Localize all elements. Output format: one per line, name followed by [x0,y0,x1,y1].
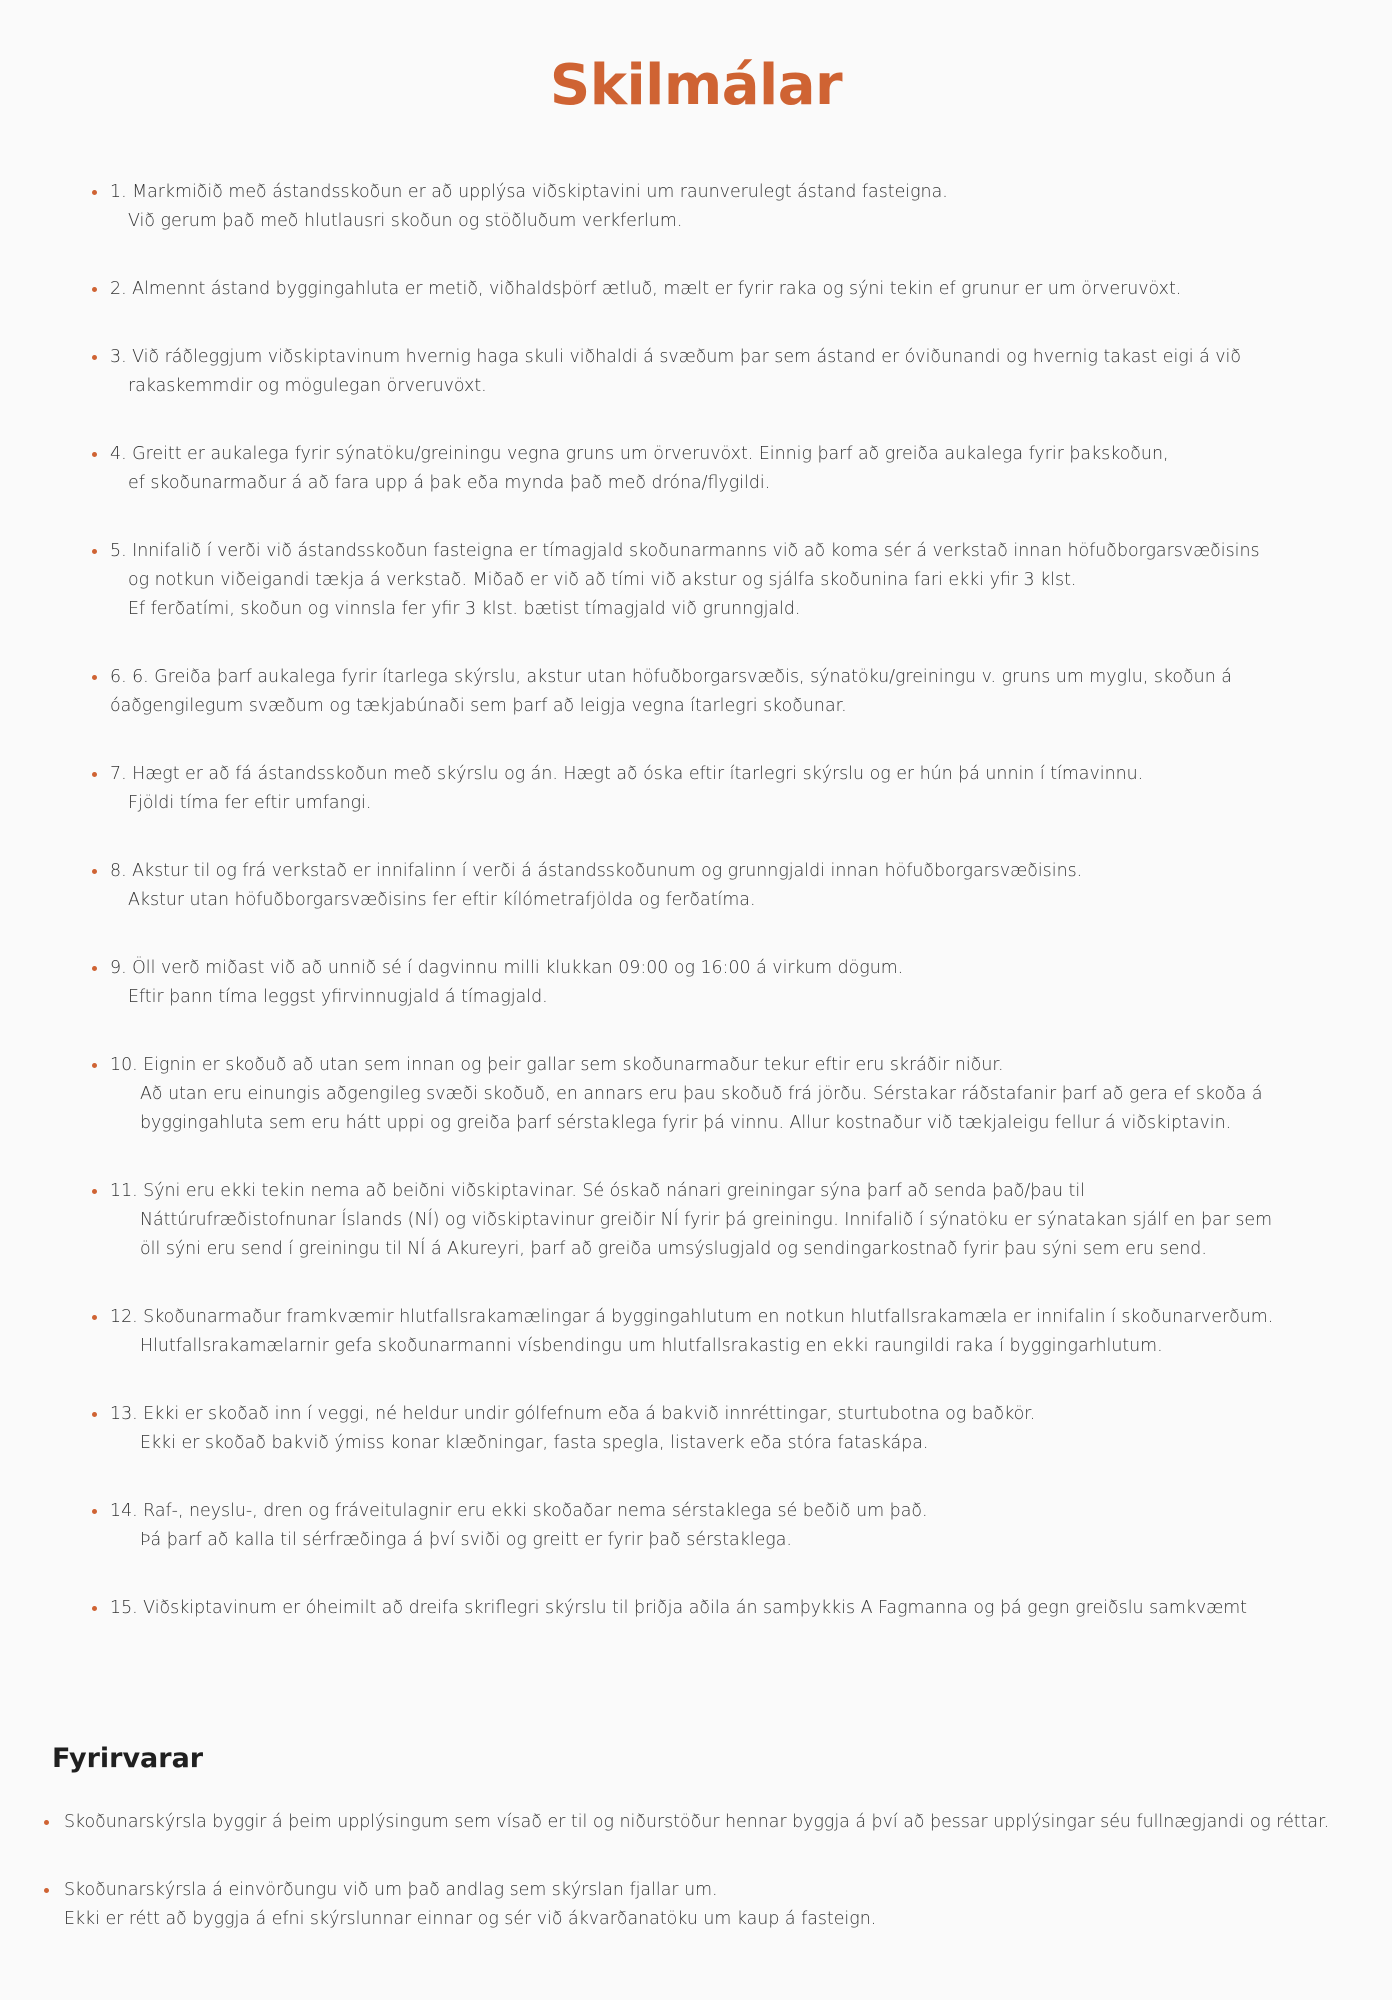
term-line: Við gerum það með hlutlausri skoðun og stöðluðum verkferlum. [128,211,683,231]
term-line: 4. Greitt er aukalega fyrir sýnatöku/greiningu vegna gruns um örveruvöxt. Einnig þarf að greiða aukalega fyrir þakskoðun, [110,444,1169,464]
term-item-5 [92,537,1332,624]
term-item-1 [92,178,1332,236]
bullet-icon [92,452,97,457]
term-item-8 [92,857,1332,915]
term-line: rakaskemmdir og mögulegan örveruvöxt. [128,376,487,396]
term-line: byggingahluta sem eru hátt uppi og greiða þarf sérstaklega fyrir þá vinnu. Allur kostnaður við tækjaleigu fellur á viðskiptavin. [140,1113,1232,1133]
term-item-9 [92,954,1332,1012]
term-line: ef skoðunarmaður á að fara upp á þak eða mynda það með dróna/flygildi. [128,473,771,493]
term-item-10 [92,1051,1332,1138]
term-line: 9. Öll verð miðast við að unnið sé í dagvinnu milli klukkan 09:00 og 16:00 á virkum dögum. [110,958,904,978]
bullet-icon [92,869,97,874]
term-line: Fjöldi tíma fer eftir umfangi. [128,793,372,813]
term-item-4 [92,440,1332,498]
term-line: 3. Við ráðleggjum viðskiptavinum hvernig haga skuli viðhaldi á svæðum þar sem ástand er óviðunandi og hvernig takast eigi á við [110,347,1242,367]
term-line: Þá þarf að kalla til sérfræðinga á því sviði og greitt er fyrir það sérstaklega. [140,1530,792,1550]
bullet-icon [92,966,97,971]
term-item-13 [92,1400,1332,1458]
term-line: 13. Ekki er skoðað inn í veggi, né heldur undir gólfefnum eða á bakvið innréttingar, sturtubotna og baðkör. [110,1404,1036,1424]
term-line: 10. Eignin er skoðuð að utan sem innan og þeir gallar sem skoðunarmaður tekur eftir eru skráðir niður. [110,1055,1004,1075]
disclaimers-list [44,1808,1364,1973]
term-line: 8. Akstur til og frá verkstað er innifalinn í verði á ástandsskoðunum og grunngjaldi innan höfuðborgarsvæðisins. [110,861,1083,881]
term-line: 7. Hægt er að fá ástandsskoðun með skýrslu og án. Hægt að óska eftir ítarlegri skýrslu og er hún þá unnin í tímavinnu. [110,764,1144,784]
bullet-icon [92,1189,97,1194]
term-line: Að utan eru einungis aðgengileg svæði skoðuð, en annars eru þau skoðuð frá jörðu. Sérstakar ráðstafanir þarf að gera ef skoða á [140,1084,1263,1104]
bullet-icon [44,1820,49,1825]
terms-list [92,178,1332,1662]
bullet-icon [92,549,97,554]
bullet-icon [92,1606,97,1611]
term-item-6 [92,663,1332,721]
term-item-14 [92,1497,1332,1555]
term-line: Eftir þann tíma leggst yfirvinnugjald á tímagjald. [128,987,548,1007]
term-line: Hlutfallsrakamælarnir gefa skoðunarmanni vísbendingu um hlutfallsrakastig en ekki raungildi raka í byggingarhlutum. [140,1336,1163,1356]
term-line: 11. Sýni eru ekki tekin nema að beiðni viðskiptavinar. Sé óskað nánari greiningar sýna þarf að senda það/þau til [110,1181,1085,1201]
term-item-12 [92,1303,1332,1361]
disclaimer-item-2 [44,1876,1364,1934]
term-line: Akstur utan höfuðborgarsvæðisins fer eftir kílómetrafjölda og ferðatíma. [128,890,756,910]
term-line: 1. Markmiðið með ástandsskoðun er að upplýsa viðskiptavini um raunverulegt ástand fasteigna. [110,182,948,202]
bullet-icon [92,1509,97,1514]
bullet-icon [92,675,97,680]
term-line: 5. Innifalið í verði við ástandsskoðun fasteigna er tímagjald skoðunarmanns við að koma sér á verkstað innan höfuðborgarsvæðisins [110,541,1260,561]
disclaimer-line: Skoðunarskýrsla á einvörðungu við um það andlag sem skýrslan fjallar um. [64,1880,718,1900]
term-item-2 [92,275,1332,304]
bullet-icon [92,355,97,360]
bullet-icon [92,772,97,777]
term-line: Ef ferðatími, skoðun og vinnsla fer yfir 3 klst. bætist tímagjald við grunngjald. [128,599,801,619]
bullet-icon [92,1315,97,1320]
term-line: öll sýni eru send í greiningu til NÍ á Akureyri, þarf að greiða umsýslugjald og sendingarkostnað fyrir þau sýni sem eru send. [140,1239,1207,1259]
disclaimer-item-1 [44,1808,1364,1837]
term-item-15 [92,1594,1332,1623]
term-item-7 [92,760,1332,818]
term-item-3 [92,343,1332,401]
bullet-icon [92,1063,97,1068]
term-line: óaðgengilegum svæðum og tækjabúnaði sem þarf að leigja vegna ítarlegri skoðunar. [110,696,847,716]
term-line: 6. 6. Greiða þarf aukalega fyrir ítarlega skýrslu, akstur utan höfuðborgarsvæðis, sýnatöku/greiningu v. gruns um myglu, skoðun á [110,667,1232,687]
term-line: 15. Viðskiptavinum er óheimilt að dreifa skriflegri skýrslu til þriðja aðila án samþykkis A Fagmanna og þá gegn greiðslu samkvæmt [110,1598,1247,1618]
term-line: Náttúrufræðistofnunar Íslands (NÍ) og viðskiptavinur greiðir NÍ fyrir þá greiningu. Innifalið í sýnatöku er sýnatakan sjálf en þar sem [140,1210,1273,1230]
disclaimer-line: Skoðunarskýrsla byggir á þeim upplýsingum sem vísað er til og niðurstöður hennar byggja á því að þessar upplýsingar séu fullnægjandi og réttar. [64,1812,1330,1832]
disclaimer-line: Ekki er rétt að byggja á efni skýrslunnar einnar og sér við ákvarðanatöku um kaup á fasteign. [64,1909,877,1929]
page-title: Skilmálar [549,53,843,118]
term-line: og notkun viðeigandi tækja á verkstað. Miðað er við að tími við akstur og sjálfa skoðunina fari ekki yfir 3 klst. [128,570,1077,590]
term-item-11 [92,1177,1332,1264]
bullet-icon [92,287,97,292]
bullet-icon [44,1888,49,1893]
disclaimers-title: Fyrirvarar [52,1743,204,1774]
term-line: 2. Almennt ástand byggingahluta er metið, viðhaldsþörf ætluð, mælt er fyrir raka og sýni tekin ef grunur er um örveruvöxt. [110,279,1182,299]
term-line: Ekki er skoðað bakvið ýmiss konar klæðningar, fasta spegla, listaverk eða stóra fataskápa. [140,1433,929,1453]
term-line: 12. Skoðunarmaður framkvæmir hlutfallsrakamælingar á byggingahlutum en notkun hlutfallsrakamæla er innifalin í skoðunarverðum. [110,1307,1274,1327]
bullet-icon [92,190,97,195]
term-line: 14. Raf-, neyslu-, dren og fráveitulagnir eru ekki skoðaðar nema sérstaklega sé beðið um það. [110,1501,928,1521]
bullet-icon [92,1412,97,1417]
